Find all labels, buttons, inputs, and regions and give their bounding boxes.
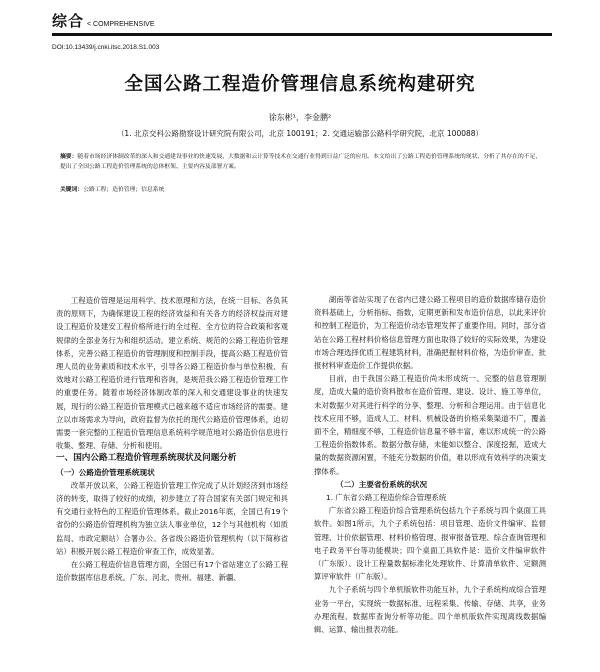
keywords [60,184,546,193]
authors: 徐东彬¹，李金鹏² [268,113,332,122]
body-right-column [314,293,546,636]
body-paragraph: 九个子系统与四个单机版软件功能互补，九个子系统构成综合管理业务一平台，实现统一数据标准、远程采集、传输、存储、共享，业务办理流程、数据库查询分析等功能。四个单机版软件实现离线数据编辑、运算、输出报表功能。 [314,585,546,635]
journal-header [52,10,552,36]
abstract-text: 随着市场经济体制改革的深入和交通建设事业的快速发展，大数据和云计算等技术在交通行业得到日益广泛的应用。本文给出了公路工程造价管理系统的现状，分析了其存在的不足，提出了全国公路工程造价管理系统的总体框架、主要内容及部署方案。 [60,154,542,170]
doi: DOI:10.13439/j.cnki.itsc.2018.S1.003 [52,44,160,51]
header-rule [52,33,552,36]
abstract-label: 摘要： [60,154,78,160]
body-paragraph: 在公路工程造价信息管理方面，全国已有17个省站建立了公路工程造价数据库信息系统。广东、河北、贵州、福建、新疆、 [56,560,288,583]
keywords-label: 关键词： [60,187,84,193]
body-paragraph: 目前，由于我国公路工程造价尚未形成统一、完整的信息管理制度，造成大量的造价资料散布在造价管理、建设、设计、施工等单位，未对数据少对其进行科学的分享、整理、分析和合理运用。由于信息化技术应用不够，造成人工、材料、机械设备的价格采集渠道不广，覆盖面不全，精细度不够，工程造价信息量不够丰富，难以形成统一的公路工程造价指数体系。数据分散存储，未能如以整合、深度挖掘，造成大量的数据资源闲置，不能充分数据的价值，难以形成有效科学的决策支撑体系。 [314,374,546,476]
affiliations: （1. 北京交科公路勘察设计研究院有限公司，北京 100191；2. 交通运输部公路科学研究院，北京 100088） [116,129,484,138]
sub-subsection-heading: 1. 广东省公路工程造价综合管理系统 [326,493,447,503]
body-paragraph: 湖南等省站实现了在省内已建公路工程项目的造价数据库储存造价资料基础上，分析指标、指数，定期更新和发布造价信息，以此来评价和控制工程造价，为工程造价动态管理发挥了重要作用。同时，部分省站在公路工程材料价格信息管理方面也取得了较好的实际效果，为建设市场合理选择优质工程建筑材料，准确把握材料价格，为造价审查、批报材料审查造价工作提供依据。 [314,295,546,371]
subsection-heading: （二）主要省份系统的状况 [336,479,428,489]
body-paragraph: 广东省公路工程造价综合管理系统包括九个子系统与四个桌面工具软件。如图1所示，九个子系统包括：项目管理、造价文件编审、监督管理、计价依据管理、材料价格管理、报审报备管理、综合查询管理和电子政务平台等功能模块；四个桌面工具软件是：造价文件编审软件（广东版）、设计工程量数据标准化处理软件、计算清单软件、定额测算评审软件（广东版）。 [314,506,546,582]
section-name: 综合 [52,12,85,30]
section-heading: 一、国内公路工程造价管理系统现状及问题分析 [56,453,237,464]
subsection-heading: （一）公路造价管理系统现状 [56,467,155,477]
paper-title: 全国公路工程造价管理信息系统构建研究 [124,74,476,95]
abstract [60,152,546,172]
body-left-column [56,294,288,584]
section-name-english: < COMPREHENSIVE [87,21,155,28]
body-paragraph: 改革开放以来，公路工程造价管理工作完成了从计划经济到市场经济的转变，取得了较好的成绩，初步建立了符合国家有关部门规定和具有交通行业特色的工程造价管理体系。截止2016年底，全国已有19个省份的公路造价管理机构为独立法人事业单位，12个与其他机构（如质监局、市政定额站）合署办公。各省级公路造价管理机构（以下简称省站）积极开展公路工程造价审查工作，成效显著。 [56,480,288,556]
keywords-text: 公路工程；造价管理；信息系统 [83,187,165,193]
body-paragraph: 工程造价管理是运用科学、技术原理和方法，在统一目标、各负其责的原则下，为确保建设工程的经济效益和有关各方的经济权益而对建设工程造价及建安工程价格所进行的全过程、全方位的符合政策和客观规律的全部业务行为和组织活动。建立系统、规范的公路工程造价管理体系，完善公路工程造价的管理制度和控制手段，提高公路工程造价管理人员的业务素质和技术水平，引导各公路工程造价参与单位积极、有效地对公路工程造价进行管理和咨询，是规范我公路工程造价管理工作的重要任务。随着市场经济体制改革的深入和交通建设事业的快速发展，现行的公路工程造价管理模式已越来越不适应市场经济的需要。建立以市场需求为导向，政府监督为依托的现代公路造价管理体系，迫切需要一套完整的工程造价管理信息系统科学规范地对公路造价信息进行收集、整理、存储、分析和使用。 [56,296,288,451]
